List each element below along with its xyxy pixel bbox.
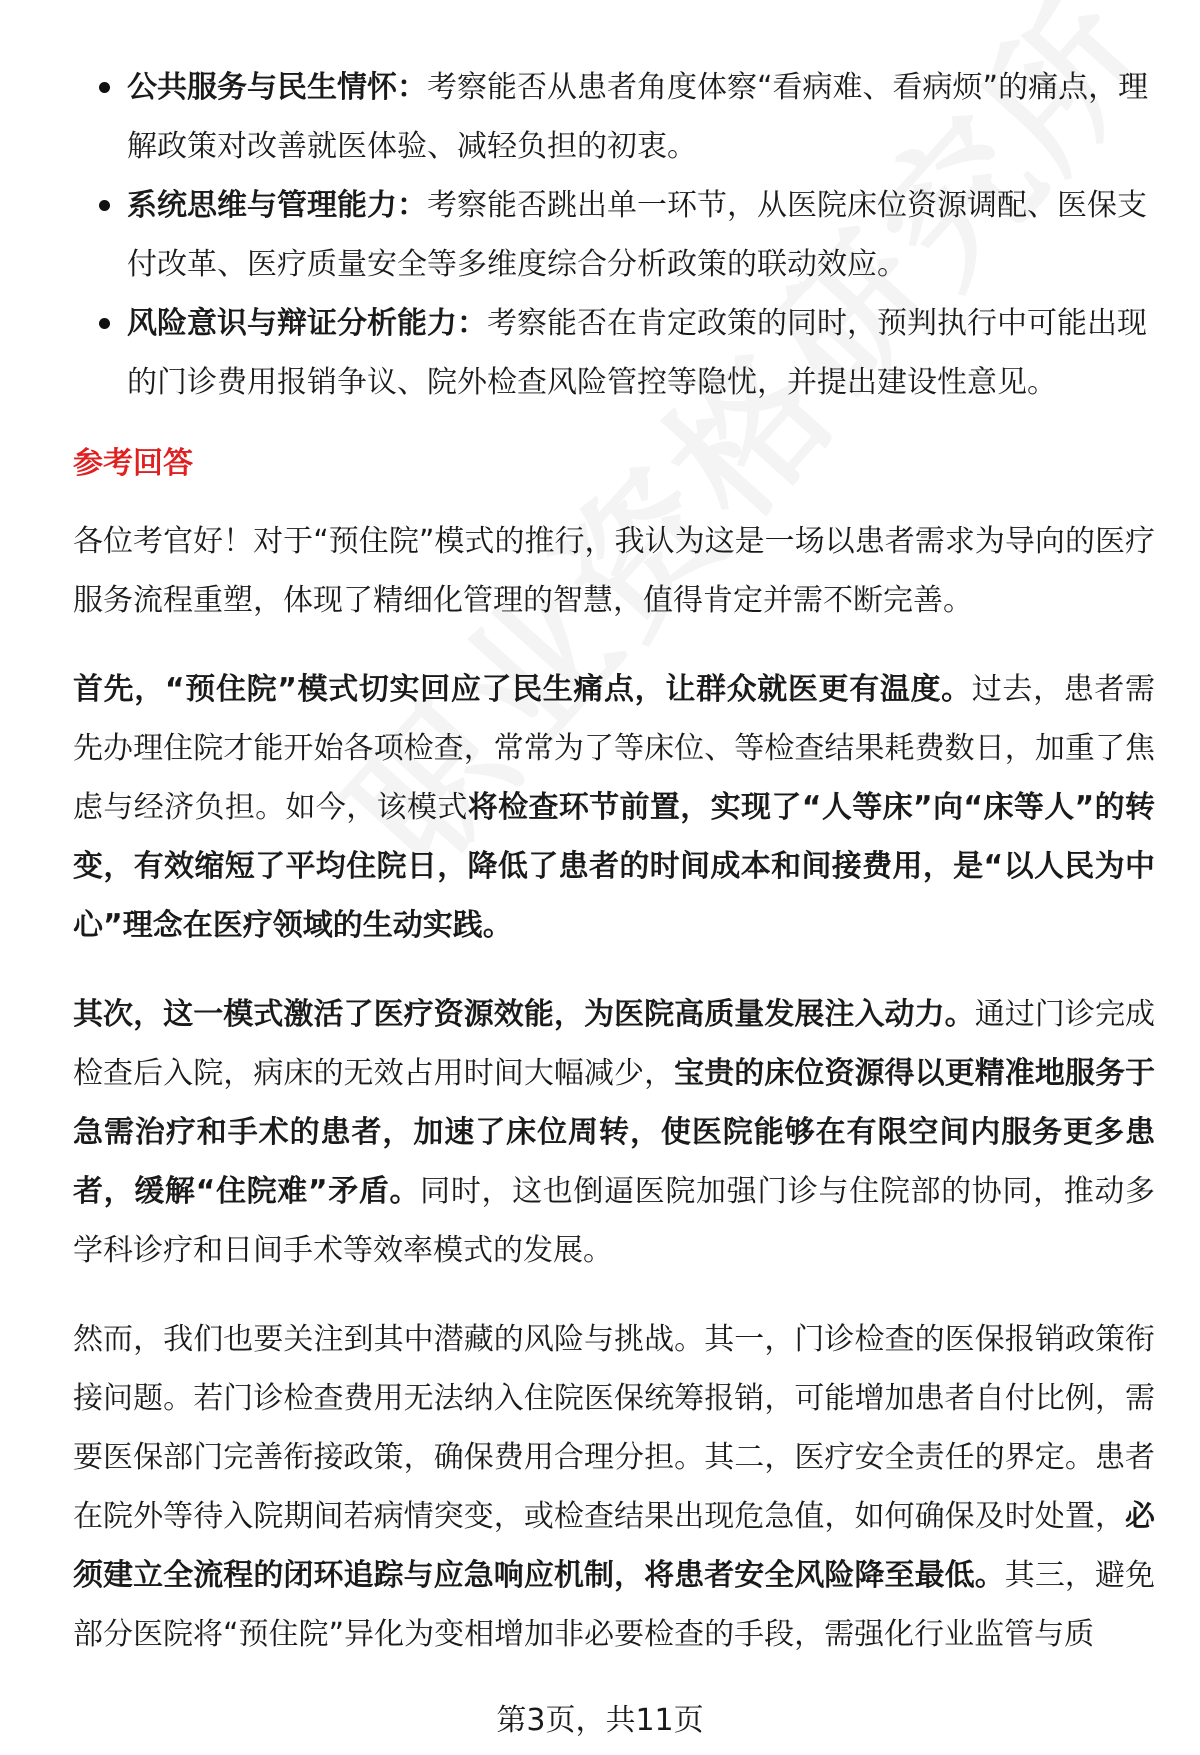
bold-text: 宝贵的床位资源得以更精准地服务于急需治疗和手术的患者，加速了床位周转，使医院能够在有限空间内服务更多患者，缓解“住院难”矛盾。 <box>73 1056 1156 1209</box>
list-item <box>73 58 1155 176</box>
point-title: 系统思维与管理能力： <box>127 188 427 223</box>
key-points-list <box>73 58 1155 412</box>
list-item <box>73 176 1155 294</box>
body-text: 过去，患者需先办理住院才能开始各项检查，常常为了等床位、等检查结果耗费数日，加重了焦虑与经济负担。如今，该模式 <box>73 672 1156 825</box>
body-text: 通过门诊完成检查后入院，病床的无效占用时间大幅减少， <box>73 997 1156 1091</box>
section-title: 参考回答 <box>73 446 193 481</box>
point-text: 考察能否从患者角度体察“看病难、看病烦”的痛点，理解政策对改善就医体验、减轻负担的初衷。 <box>127 70 1149 164</box>
point-title: 风险意识与辩证分析能力： <box>127 306 487 341</box>
point-text: 考察能否跳出单一环节，从医院床位资源调配、医保支付改革、医疗质量安全等多维度综合分析政策的联动效应。 <box>127 188 1147 282</box>
body-text: 然而，我们也要关注到其中潜藏的风险与挑战。其一，门诊检查的医保报销政策衔接问题。若门诊检查费用无法纳入住院医保统筹报销，可能增加患者自付比例，需要医保部门完善衔接政策，确保费用合理分担。其二，医疗安全责任的界定。患者在院外等待入院期间若病情突变，或检查结果出现危急值，如何确保及时处置， <box>73 1322 1155 1534</box>
point-text: 考察能否在肯定政策的同时，预判执行中可能出现的门诊费用报销争议、院外检查风险管控等隐忧，并提出建设性意见。 <box>127 306 1147 400</box>
bold-text: 必须建立全流程的闭环追踪与应急响应机制，将患者安全风险降至最低。 <box>73 1499 1155 1593</box>
paragraph-second <box>73 985 1155 1280</box>
page-number-footer: 第3页，共11页 <box>496 1703 704 1738</box>
bold-text: 首先，“预住院”模式切实回应了民生痛点，让群众就医更有温度。 <box>73 672 972 707</box>
bold-text: 将检查环节前置，实现了“人等床”向“床等人”的转变，有效缩短了平均住院日，降低了患者的时间成本和间接费用，是“以人民为中心”理念在医疗领域的生动实践。 <box>73 790 1156 943</box>
bullet-dot-icon <box>99 200 110 211</box>
list-item <box>73 294 1155 412</box>
bullet-dot-icon <box>99 318 110 329</box>
page-content <box>73 58 1155 1694</box>
point-title: 公共服务与民生情怀： <box>127 70 427 105</box>
body-text: 其三，避免部分医院将“预住院”异化为变相增加非必要检查的手段，需强化行业监管与质 <box>73 1558 1156 1652</box>
paragraph-intro: 各位考官好！对于“预住院”模式的推行，我认为这是一场以患者需求为导向的医疗服务流程重塑，体现了精细化管理的智慧，值得肯定并需不断完善。 <box>73 524 1155 618</box>
paragraph-first <box>73 660 1155 955</box>
paragraph-risks <box>73 1310 1155 1664</box>
bullet-dot-icon <box>99 82 110 93</box>
bold-text: 其次，这一模式激活了医疗资源效能，为医院高质量发展注入动力。 <box>73 997 975 1032</box>
body-text: 同时，这也倒逼医院加强门诊与住院部的协同，推动多学科诊疗和日间手术等效率模式的发展。 <box>73 1174 1155 1268</box>
